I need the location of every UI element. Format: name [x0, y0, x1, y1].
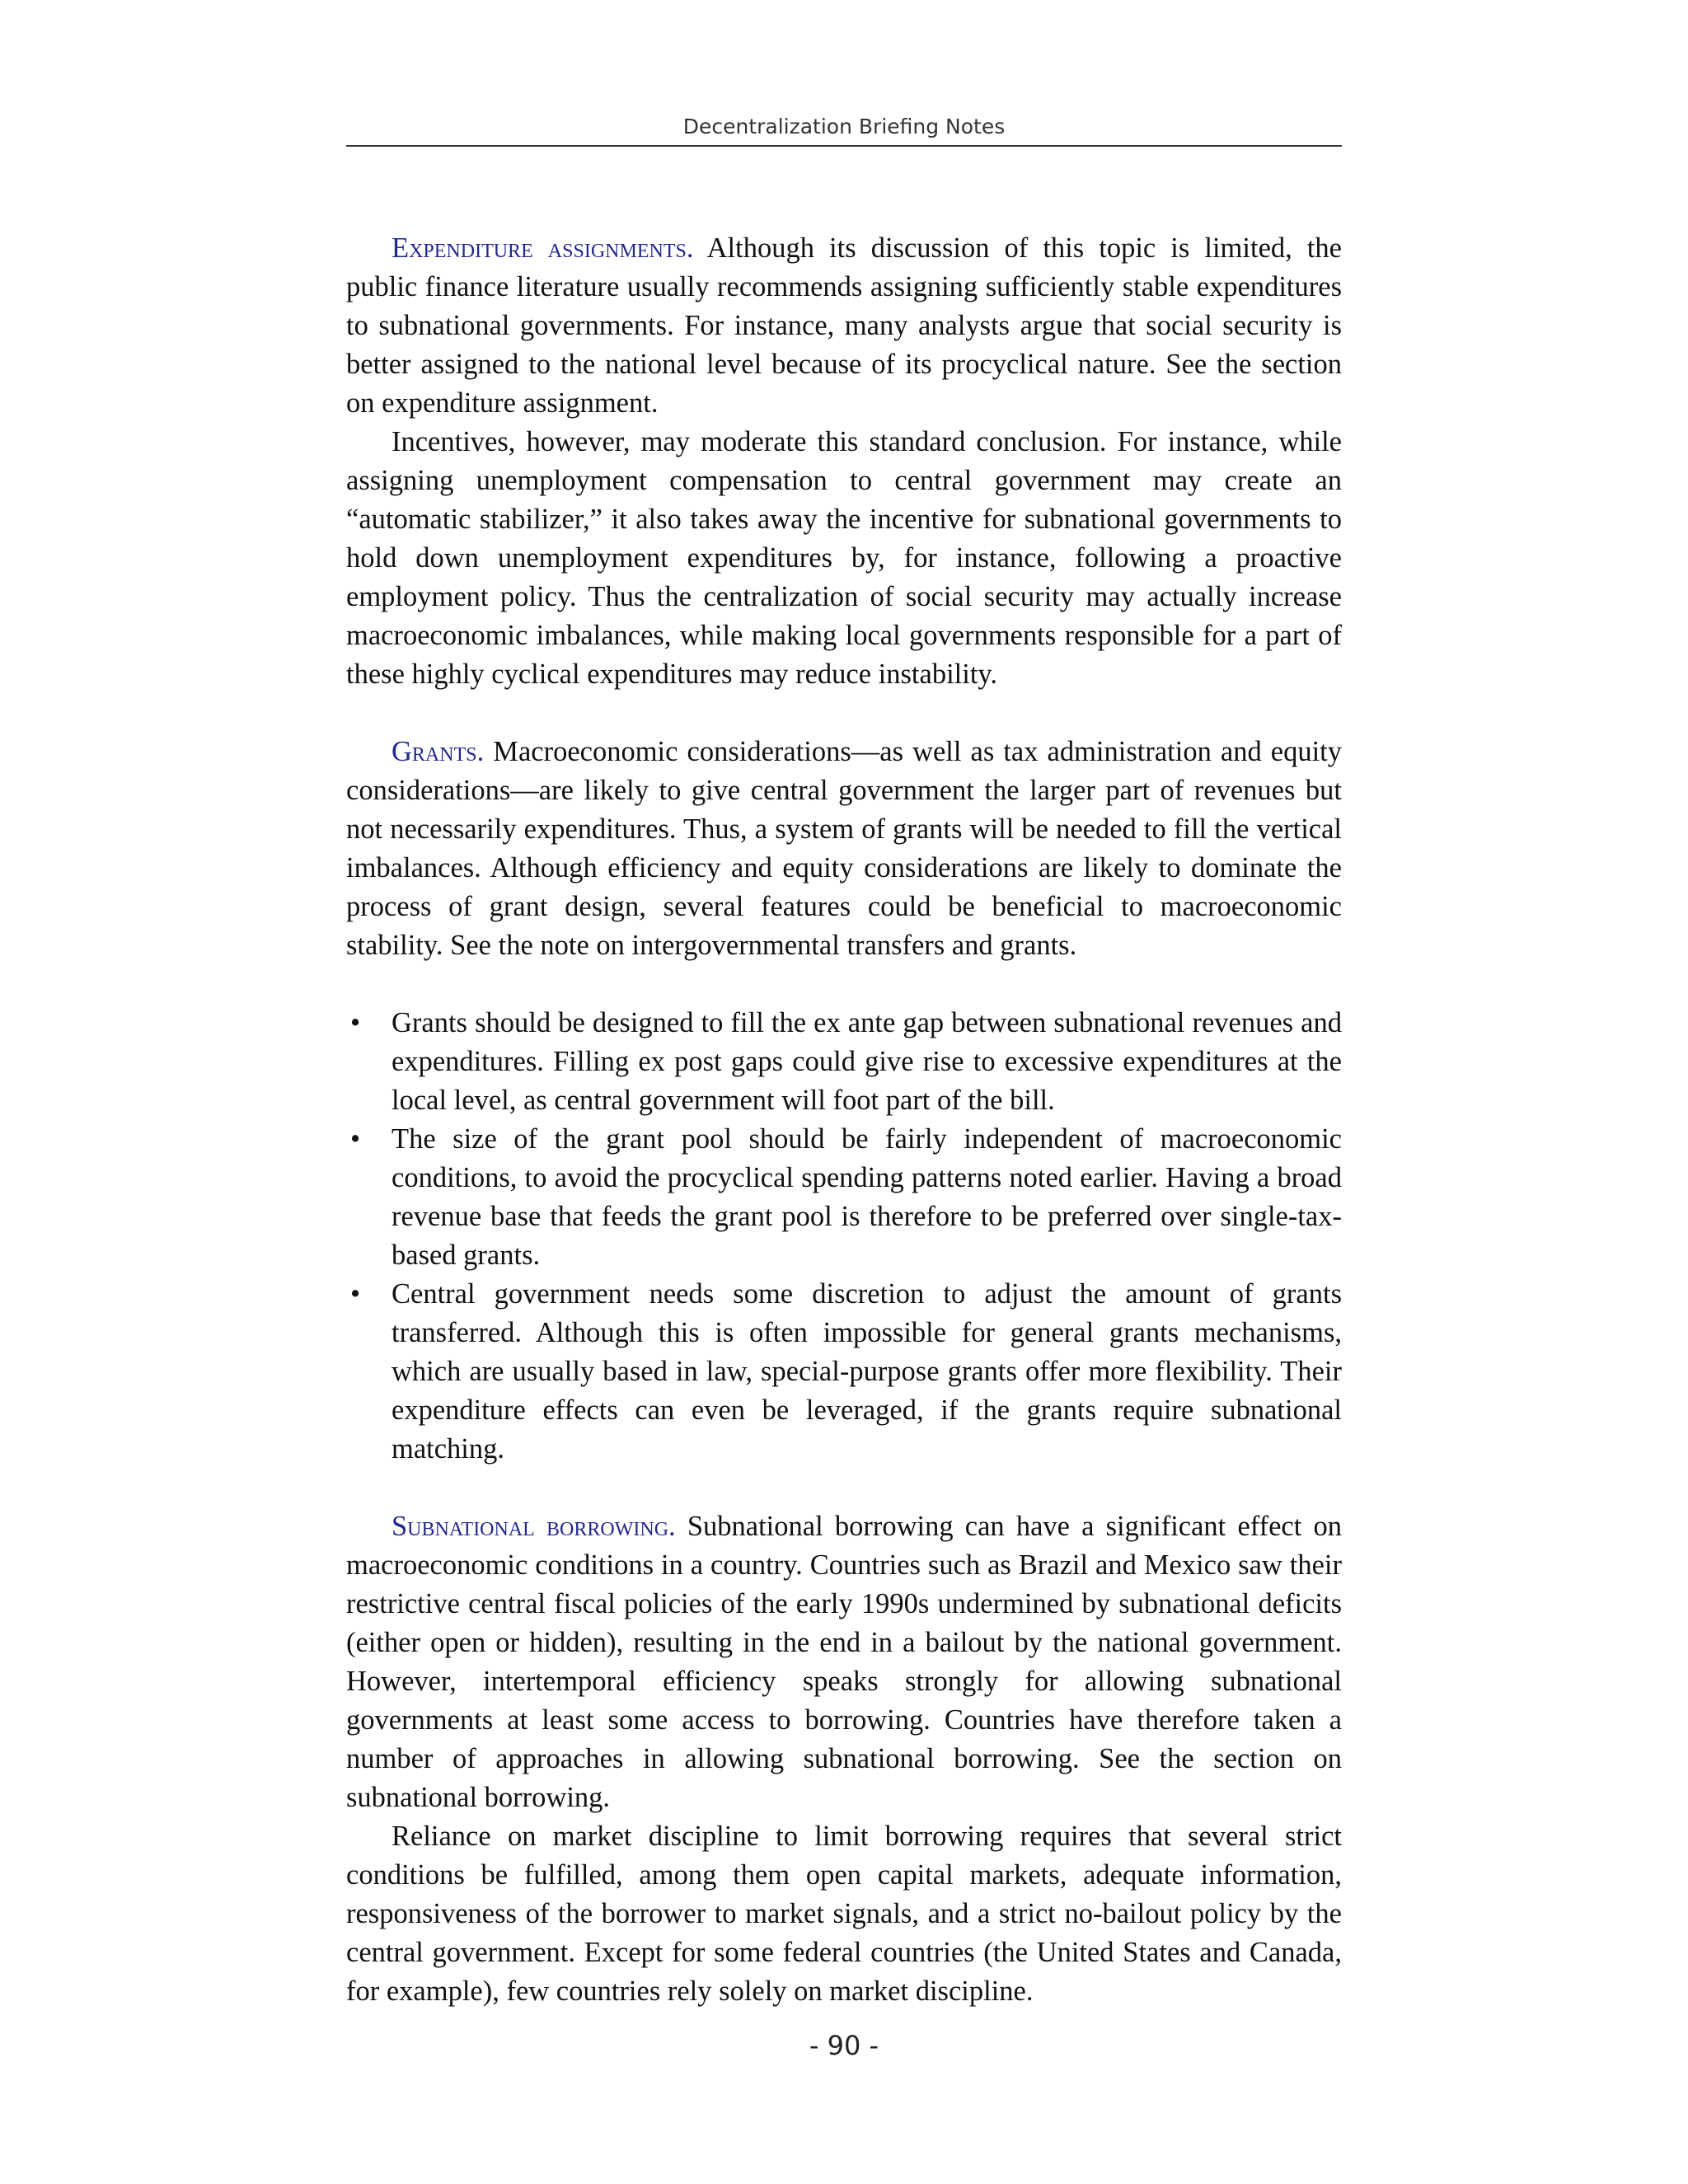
section-heading: Expenditure assignments.	[392, 232, 694, 264]
list-item-text: Grants should be designed to fill the ex ante gap between subnational revenues and expenditures. Filling ex post gaps could give rise to excessive expenditures at the local level, as central government will foot part of the bill.	[392, 1007, 1342, 1116]
grants-bullet-list	[346, 1004, 1342, 1469]
bullet-icon: •	[350, 1123, 361, 1155]
running-title: Decentralization Briefing Notes	[682, 115, 1006, 138]
list-item	[346, 1275, 1342, 1469]
list-item	[346, 1004, 1342, 1120]
section-grants	[346, 733, 1342, 965]
paragraph-text: Subnational borrowing can have a significant effect on macroeconomic conditions in a country. Countries such as Brazil and Mexico saw their restrictive central fiscal policies of the early 1990s undermined by subnational deficits (either open or hidden), resulting in the end in a bailout by the national government. However, intertemporal efficiency speaks strongly for allowing subnational governments at least some access to borrowing. Countries have therefore taken a number of approaches in allowing subnational borrowing. See the section on subnational borrowing.	[346, 1511, 1343, 1813]
section-heading: Subnational borrowing.	[392, 1511, 676, 1542]
list-item-text: The size of the grant pool should be fairly independent of macroeconomic conditions, to avoid the procyclical spending patterns noted earlier. Having a broad revenue base that feeds the grant pool is therefore to be preferred over single-tax-based grants.	[392, 1123, 1342, 1271]
paragraph	[346, 229, 1342, 423]
list-item	[346, 1120, 1342, 1275]
bullet-icon: •	[350, 1007, 361, 1038]
section-subnational-borrowing	[346, 1507, 1342, 2011]
page-body	[346, 229, 1342, 2011]
bullet-icon: •	[350, 1278, 361, 1310]
paragraph	[346, 733, 1342, 965]
paragraph-text: Although its discussion of this topic is limited, the public finance literature usually recommends assigning sufficiently stable expenditures to subnational governments. For instance, many analysts argue that social security is better assigned to the national level because of its procyclical nature. See the section on expenditure assignment.	[346, 232, 1342, 419]
section-heading: Grants.	[392, 736, 485, 767]
paragraph-text: Macroeconomic considerations—as well as tax administration and equity considerations—are likely to give central government the larger part of revenues but not necessarily expenditures. Thus, a system of grants will be needed to fill the vertical imbalances. Although efficiency and equity considerations are likely to dominate the process of grant design, several features could be beneficial to macroeconomic stability. See the note on intergovernmental transfers and grants.	[346, 736, 1342, 961]
list-item-text: Central government needs some discretion to adjust the amount of grants transferred. Although this is often impossible for general grants mechanisms, which are usually based in law, special-purpose grants offer more flexibility. Their expenditure effects can even be leveraged, if the grants require subnational matching.	[392, 1278, 1342, 1465]
paragraph	[346, 1507, 1342, 1817]
paragraph: Reliance on market discipline to limit borrowing requires that several strict conditions be fulfilled, among them open capital markets, adequate information, responsiveness of the borrower to market signals, and a strict no-bailout policy by the central government. Except for some federal countries (the United States and Canada, for example), few countries rely solely on market discipline.	[346, 1821, 1342, 2007]
page-footer	[346, 2029, 1342, 2062]
paragraph: Incentives, however, may moderate this standard conclusion. For instance, while assigning unemployment compensation to central government may create an “automatic stabilizer,” it also takes away the incentive for subnational governments to hold down unemployment expenditures by, for instance, following a proactive employment policy. Thus the centralization of social security may actually increase macroeconomic imbalances, while making local governments responsible for a part of these highly cyclical expenditures may reduce instability.	[346, 426, 1342, 690]
page-number: - 90 -	[809, 2030, 879, 2061]
running-header	[346, 110, 1342, 147]
section-expenditure-assignments	[346, 229, 1342, 694]
